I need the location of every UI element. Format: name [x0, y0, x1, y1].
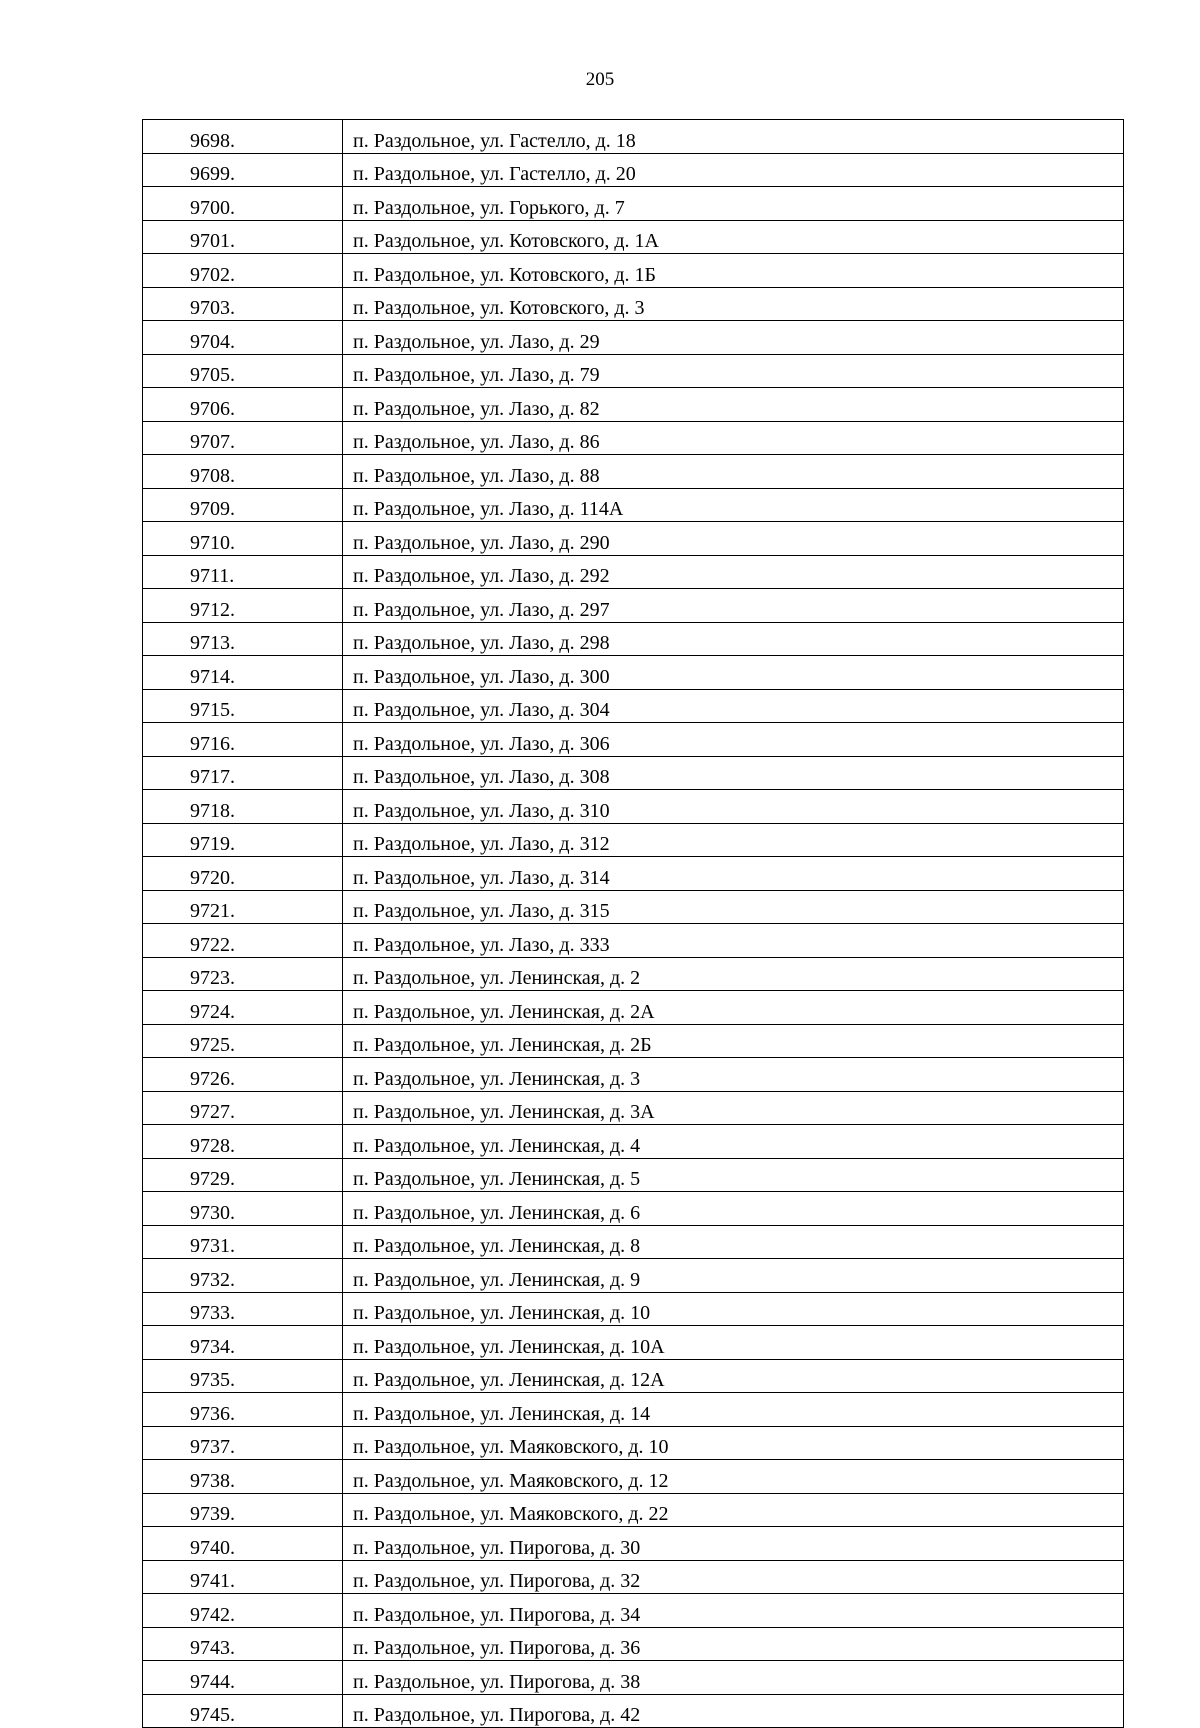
row-number-cell: 9707.: [143, 421, 343, 455]
table-row: [143, 924, 1124, 958]
row-number-cell: 9730.: [143, 1192, 343, 1226]
row-number-cell: 9739.: [143, 1493, 343, 1527]
row-number-cell: 9699.: [143, 153, 343, 187]
row-number-cell: 9713.: [143, 622, 343, 656]
address-cell: п. Раздольное, ул. Лазо, д. 86: [343, 421, 1124, 455]
row-number-cell: 9715.: [143, 689, 343, 723]
row-number-cell: 9718.: [143, 790, 343, 824]
row-number-cell: 9723.: [143, 957, 343, 991]
address-cell: п. Раздольное, ул. Лазо, д. 298: [343, 622, 1124, 656]
row-number-cell: 9738.: [143, 1460, 343, 1494]
table-row: [143, 723, 1124, 757]
address-cell: п. Раздольное, ул. Пирогова, д. 32: [343, 1560, 1124, 1594]
address-cell: п. Раздольное, ул. Пирогова, д. 38: [343, 1661, 1124, 1695]
row-number-cell: 9725.: [143, 1024, 343, 1058]
address-cell: п. Раздольное, ул. Пирогова, д. 42: [343, 1694, 1124, 1728]
row-number-cell: 9721.: [143, 890, 343, 924]
address-cell: п. Раздольное, ул. Ленинская, д. 10: [343, 1292, 1124, 1326]
address-cell: п. Раздольное, ул. Ленинская, д. 14: [343, 1393, 1124, 1427]
table-row: [143, 589, 1124, 623]
table-row: [143, 1627, 1124, 1661]
table-row: [143, 1460, 1124, 1494]
address-cell: п. Раздольное, ул. Маяковского, д. 10: [343, 1426, 1124, 1460]
address-cell: п. Раздольное, ул. Ленинская, д. 2: [343, 957, 1124, 991]
table-row: [143, 1091, 1124, 1125]
table-row: [143, 890, 1124, 924]
address-table-body: [143, 120, 1124, 1728]
table-row: [143, 321, 1124, 355]
address-cell: п. Раздольное, ул. Ленинская, д. 6: [343, 1192, 1124, 1226]
table-row: [143, 488, 1124, 522]
row-number-cell: 9700.: [143, 187, 343, 221]
row-number-cell: 9703.: [143, 287, 343, 321]
table-row: [143, 1694, 1124, 1728]
table-row: [143, 1326, 1124, 1360]
address-cell: п. Раздольное, ул. Пирогова, д. 30: [343, 1527, 1124, 1561]
address-cell: п. Раздольное, ул. Ленинская, д. 10А: [343, 1326, 1124, 1360]
row-number-cell: 9701.: [143, 220, 343, 254]
row-number-cell: 9717.: [143, 756, 343, 790]
address-cell: п. Раздольное, ул. Пирогова, д. 36: [343, 1627, 1124, 1661]
table-row: [143, 857, 1124, 891]
address-cell: п. Раздольное, ул. Лазо, д. 310: [343, 790, 1124, 824]
address-cell: п. Раздольное, ул. Ленинская, д. 12А: [343, 1359, 1124, 1393]
address-cell: п. Раздольное, ул. Лазо, д. 308: [343, 756, 1124, 790]
row-number-cell: 9710.: [143, 522, 343, 556]
address-cell: п. Раздольное, ул. Лазо, д. 300: [343, 656, 1124, 690]
row-number-cell: 9735.: [143, 1359, 343, 1393]
row-number-cell: 9727.: [143, 1091, 343, 1125]
address-cell: п. Раздольное, ул. Ленинская, д. 2А: [343, 991, 1124, 1025]
table-row: [143, 1259, 1124, 1293]
address-cell: п. Раздольное, ул. Лазо, д. 290: [343, 522, 1124, 556]
address-cell: п. Раздольное, ул. Ленинская, д. 9: [343, 1259, 1124, 1293]
row-number-cell: 9741.: [143, 1560, 343, 1594]
row-number-cell: 9708.: [143, 455, 343, 489]
table-row: [143, 153, 1124, 187]
row-number-cell: 9732.: [143, 1259, 343, 1293]
address-cell: п. Раздольное, ул. Ленинская, д. 3А: [343, 1091, 1124, 1125]
table-row: [143, 287, 1124, 321]
row-number-cell: 9744.: [143, 1661, 343, 1695]
address-cell: п. Раздольное, ул. Горького, д. 7: [343, 187, 1124, 221]
table-row: [143, 187, 1124, 221]
address-cell: п. Раздольное, ул. Пирогова, д. 34: [343, 1594, 1124, 1628]
table-row: [143, 689, 1124, 723]
table-row: [143, 1359, 1124, 1393]
address-cell: п. Раздольное, ул. Маяковского, д. 12: [343, 1460, 1124, 1494]
table-row: [143, 957, 1124, 991]
address-cell: п. Раздольное, ул. Лазо, д. 333: [343, 924, 1124, 958]
address-cell: п. Раздольное, ул. Ленинская, д. 2Б: [343, 1024, 1124, 1058]
address-cell: п. Раздольное, ул. Лазо, д. 114А: [343, 488, 1124, 522]
table-row: [143, 1493, 1124, 1527]
row-number-cell: 9731.: [143, 1225, 343, 1259]
table-row: [143, 120, 1124, 154]
table-row: [143, 421, 1124, 455]
table-row: [143, 756, 1124, 790]
row-number-cell: 9702.: [143, 254, 343, 288]
table-row: [143, 455, 1124, 489]
row-number-cell: 9698.: [143, 120, 343, 154]
table-row: [143, 1192, 1124, 1226]
row-number-cell: 9742.: [143, 1594, 343, 1628]
address-cell: п. Раздольное, ул. Лазо, д. 88: [343, 455, 1124, 489]
address-cell: п. Раздольное, ул. Лазо, д. 29: [343, 321, 1124, 355]
address-cell: п. Раздольное, ул. Лазо, д. 312: [343, 823, 1124, 857]
table-row: [143, 254, 1124, 288]
address-cell: п. Раздольное, ул. Котовского, д. 1А: [343, 220, 1124, 254]
address-cell: п. Раздольное, ул. Ленинская, д. 5: [343, 1158, 1124, 1192]
row-number-cell: 9706.: [143, 388, 343, 422]
row-number-cell: 9728.: [143, 1125, 343, 1159]
row-number-cell: 9736.: [143, 1393, 343, 1427]
address-cell: п. Раздольное, ул. Лазо, д. 315: [343, 890, 1124, 924]
table-row: [143, 1225, 1124, 1259]
table-row: [143, 220, 1124, 254]
row-number-cell: 9709.: [143, 488, 343, 522]
table-row: [143, 1158, 1124, 1192]
row-number-cell: 9729.: [143, 1158, 343, 1192]
address-cell: п. Раздольное, ул. Ленинская, д. 3: [343, 1058, 1124, 1092]
table-row: [143, 388, 1124, 422]
row-number-cell: 9722.: [143, 924, 343, 958]
address-table: [142, 119, 1124, 1728]
address-cell: п. Раздольное, ул. Лазо, д. 304: [343, 689, 1124, 723]
row-number-cell: 9705.: [143, 354, 343, 388]
row-number-cell: 9724.: [143, 991, 343, 1025]
table-row: [143, 1661, 1124, 1695]
row-number-cell: 9711.: [143, 555, 343, 589]
row-number-cell: 9720.: [143, 857, 343, 891]
table-row: [143, 1125, 1124, 1159]
row-number-cell: 9734.: [143, 1326, 343, 1360]
table-row: [143, 555, 1124, 589]
address-cell: п. Раздольное, ул. Ленинская, д. 8: [343, 1225, 1124, 1259]
address-cell: п. Раздольное, ул. Котовского, д. 1Б: [343, 254, 1124, 288]
address-cell: п. Раздольное, ул. Лазо, д. 79: [343, 354, 1124, 388]
table-row: [143, 1426, 1124, 1460]
table-row: [143, 790, 1124, 824]
table-row: [143, 522, 1124, 556]
address-cell: п. Раздольное, ул. Лазо, д. 82: [343, 388, 1124, 422]
table-row: [143, 823, 1124, 857]
address-cell: п. Раздольное, ул. Гастелло, д. 20: [343, 153, 1124, 187]
address-cell: п. Раздольное, ул. Маяковского, д. 22: [343, 1493, 1124, 1527]
row-number-cell: 9745.: [143, 1694, 343, 1728]
table-row: [143, 1527, 1124, 1561]
table-row: [143, 622, 1124, 656]
address-cell: п. Раздольное, ул. Лазо, д. 292: [343, 555, 1124, 589]
row-number-cell: 9726.: [143, 1058, 343, 1092]
table-row: [143, 991, 1124, 1025]
table-row: [143, 1560, 1124, 1594]
address-cell: п. Раздольное, ул. Лазо, д. 297: [343, 589, 1124, 623]
table-row: [143, 354, 1124, 388]
table-row: [143, 1594, 1124, 1628]
address-cell: п. Раздольное, ул. Лазо, д. 306: [343, 723, 1124, 757]
row-number-cell: 9733.: [143, 1292, 343, 1326]
row-number-cell: 9712.: [143, 589, 343, 623]
table-row: [143, 656, 1124, 690]
row-number-cell: 9740.: [143, 1527, 343, 1561]
table-row: [143, 1292, 1124, 1326]
row-number-cell: 9714.: [143, 656, 343, 690]
table-row: [143, 1024, 1124, 1058]
page-number: 205: [585, 69, 615, 90]
address-cell: п. Раздольное, ул. Гастелло, д. 18: [343, 120, 1124, 154]
row-number-cell: 9743.: [143, 1627, 343, 1661]
address-cell: п. Раздольное, ул. Лазо, д. 314: [343, 857, 1124, 891]
row-number-cell: 9704.: [143, 321, 343, 355]
row-number-cell: 9716.: [143, 723, 343, 757]
table-row: [143, 1393, 1124, 1427]
row-number-cell: 9737.: [143, 1426, 343, 1460]
address-cell: п. Раздольное, ул. Котовского, д. 3: [343, 287, 1124, 321]
address-cell: п. Раздольное, ул. Ленинская, д. 4: [343, 1125, 1124, 1159]
table-row: [143, 1058, 1124, 1092]
row-number-cell: 9719.: [143, 823, 343, 857]
